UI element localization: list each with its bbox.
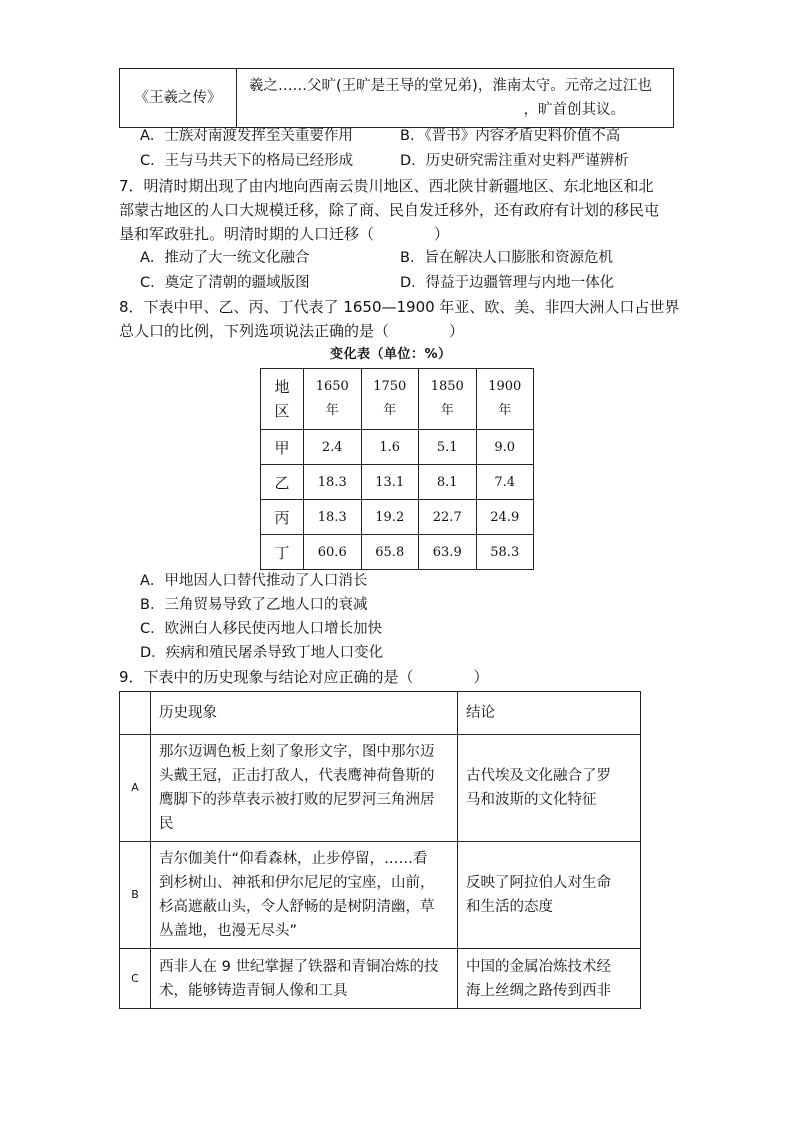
population-table-header [261,369,534,430]
q7-option-d[interactable]: D．得益于边疆管理与内地一体化 [400,275,615,291]
header-region-top: 地 [274,378,290,396]
conclusion-line: 和生活的态度 [466,899,553,915]
value-cell: 5.1 [419,430,477,465]
q7-option-c[interactable]: C．奠定了清朝的疆域版图 [140,275,310,291]
quote-text-line1: 羲之……父旷(王旷是王导的堂兄弟)，淮南太守。元帝之过江也 [249,78,652,94]
year-unit: 年 [440,403,454,418]
q8-option-d[interactable]: D．疾病和殖民屠杀导致丁地人口变化 [140,645,384,661]
table-row [261,430,534,465]
population-table [260,368,534,570]
header-year-4 [476,369,534,430]
phenomenon-cell [151,842,458,949]
quote-text-line2: ，旷首创其议。 [523,102,625,118]
q8-stem-line1: 8．下表中甲、乙、丙、丁代表了 1650—1900 年亚、欧、美、非四大洲人口占世界 [119,298,680,316]
year-num: 1900 [488,379,522,394]
phenomenon-line: 那尔迈调色板上刻了象形文字，图中那尔迈 [159,744,435,760]
value-cell: 9.0 [476,430,534,465]
year-num: 1850 [430,379,464,394]
header-year-2 [361,369,419,430]
table-row [261,535,534,570]
value-cell: 7.4 [476,465,534,500]
value-cell: 18.3 [304,465,362,500]
region-cell: 丙 [261,500,304,535]
q7-option-a[interactable]: A．推动了大一统文化融合 [140,250,310,266]
phenomenon-line: 鹰脚下的莎草表示被打败的尼罗河三角洲居 [159,792,435,808]
q6-option-d[interactable]: D．历史研究需注重对史料严谨辨析 [400,153,629,169]
year-num: 1650 [315,379,349,394]
region-cell: 丁 [261,535,304,570]
conclusion-line: 马和波斯的文化特征 [466,792,597,808]
q6-option-b[interactable]: B．《晋书》内容矛盾史料价值不高 [400,128,621,144]
value-cell: 63.9 [419,535,477,570]
header-conclusion: 结论 [458,692,641,735]
row-label: C [120,949,151,1009]
phenomenon-cell [151,949,458,1009]
q7-stem-line3: 垦和军政驻扎。明清时期的人口迁移（ ） [119,225,450,243]
phenomenon-line: 头戴王冠，正击打敌人，代表鹰神荷鲁斯的 [159,768,435,784]
conclusion-line: 古代埃及文化融合了罗 [466,768,611,784]
row-label: B [120,842,151,949]
conclusion-cell [458,735,641,842]
phenomenon-line: 术，能够铸造青铜人像和工具 [159,982,348,999]
phenomenon-line: 吉尔伽美什“仰看森林，止步停留，……看 [159,851,428,867]
value-cell: 24.9 [476,500,534,535]
phenomenon-line: 丛盖地，也漫无尽头” [159,923,298,939]
q6-option-c[interactable]: C．王与马共天下的格局已经形成 [140,153,354,169]
value-cell: 22.7 [419,500,477,535]
header-region-bottom: 区 [274,402,290,420]
value-cell: 2.4 [304,430,362,465]
q9-stem: 9．下表中的历史现象与结论对应正确的是（ ） [119,668,489,686]
year-num: 1750 [373,379,407,394]
q7-stem-line1: 7．明清时期出现了由内地向西南云贵川地区、西北陕甘新疆地区、东北地区和北 [119,177,654,195]
header-blank [120,692,151,735]
phenomenon-cell [151,735,458,842]
header-year-1 [304,369,362,430]
phenomenon-line: 到杉树山、神祇和伊尔尼尼的宝座，山前， [159,875,435,891]
year-unit: 年 [498,403,512,418]
conclusion-line: 反映了阿拉伯人对生命 [466,875,611,891]
header-phenomenon: 历史现象 [151,692,458,735]
table-row [261,465,534,500]
q8-option-c[interactable]: C．欧洲白人移民使丙地人口增长加快 [140,621,383,637]
quote-table [119,68,674,128]
table-row [120,842,641,949]
table-row [120,735,641,842]
conclusion-line: 中国的金属冶炼技术经 [466,958,611,975]
header-year-3 [419,369,477,430]
table-row [261,500,534,535]
value-cell: 58.3 [476,535,534,570]
population-table-title: 变化表（单位：%） [330,347,452,362]
value-cell: 8.1 [419,465,477,500]
conclusion-line: 海上丝绸之路传到西非 [466,982,611,999]
q6-option-a[interactable]: A．士族对南渡发挥至关重要作用 [140,128,353,144]
q7-stem-line2: 部蒙古地区的人口大规模迁移，除了商、民自发迁移外，还有政府有计划的移民屯 [119,201,660,219]
year-unit: 年 [325,403,339,418]
history-table [119,691,641,1009]
quote-text-cell [237,69,674,128]
value-cell: 18.3 [304,500,362,535]
history-table-header [120,692,641,735]
phenomenon-line: 民 [159,816,174,832]
phenomenon-line: 杉高遮蔽山头，令人舒畅的是树阴清幽，草 [159,899,435,915]
conclusion-cell [458,842,641,949]
year-unit: 年 [383,403,397,418]
header-region [261,369,304,430]
phenomenon-line: 西非人在 9 世纪掌握了铁器和青铜冶炼的技 [159,958,439,975]
value-cell: 13.1 [361,465,419,500]
table-row [120,949,641,1009]
conclusion-cell [458,949,641,1009]
value-cell: 1.6 [361,430,419,465]
row-label: A [120,735,151,842]
value-cell: 19.2 [361,500,419,535]
region-cell: 乙 [261,465,304,500]
quote-source: 《王羲之传》 [134,90,222,106]
value-cell: 65.8 [361,535,419,570]
quote-source-cell [120,69,237,128]
q8-option-b[interactable]: B．三角贸易导致了乙地人口的衰减 [140,597,368,613]
value-cell: 60.6 [304,535,362,570]
q8-option-a[interactable]: A．甲地因人口替代推动了人口消长 [140,573,368,589]
q7-option-b[interactable]: B．旨在解决人口膨胀和资源危机 [400,250,613,266]
region-cell: 甲 [261,430,304,465]
q8-stem-line2: 总人口的比例，下列选项说法正确的是（ ） [119,322,465,340]
